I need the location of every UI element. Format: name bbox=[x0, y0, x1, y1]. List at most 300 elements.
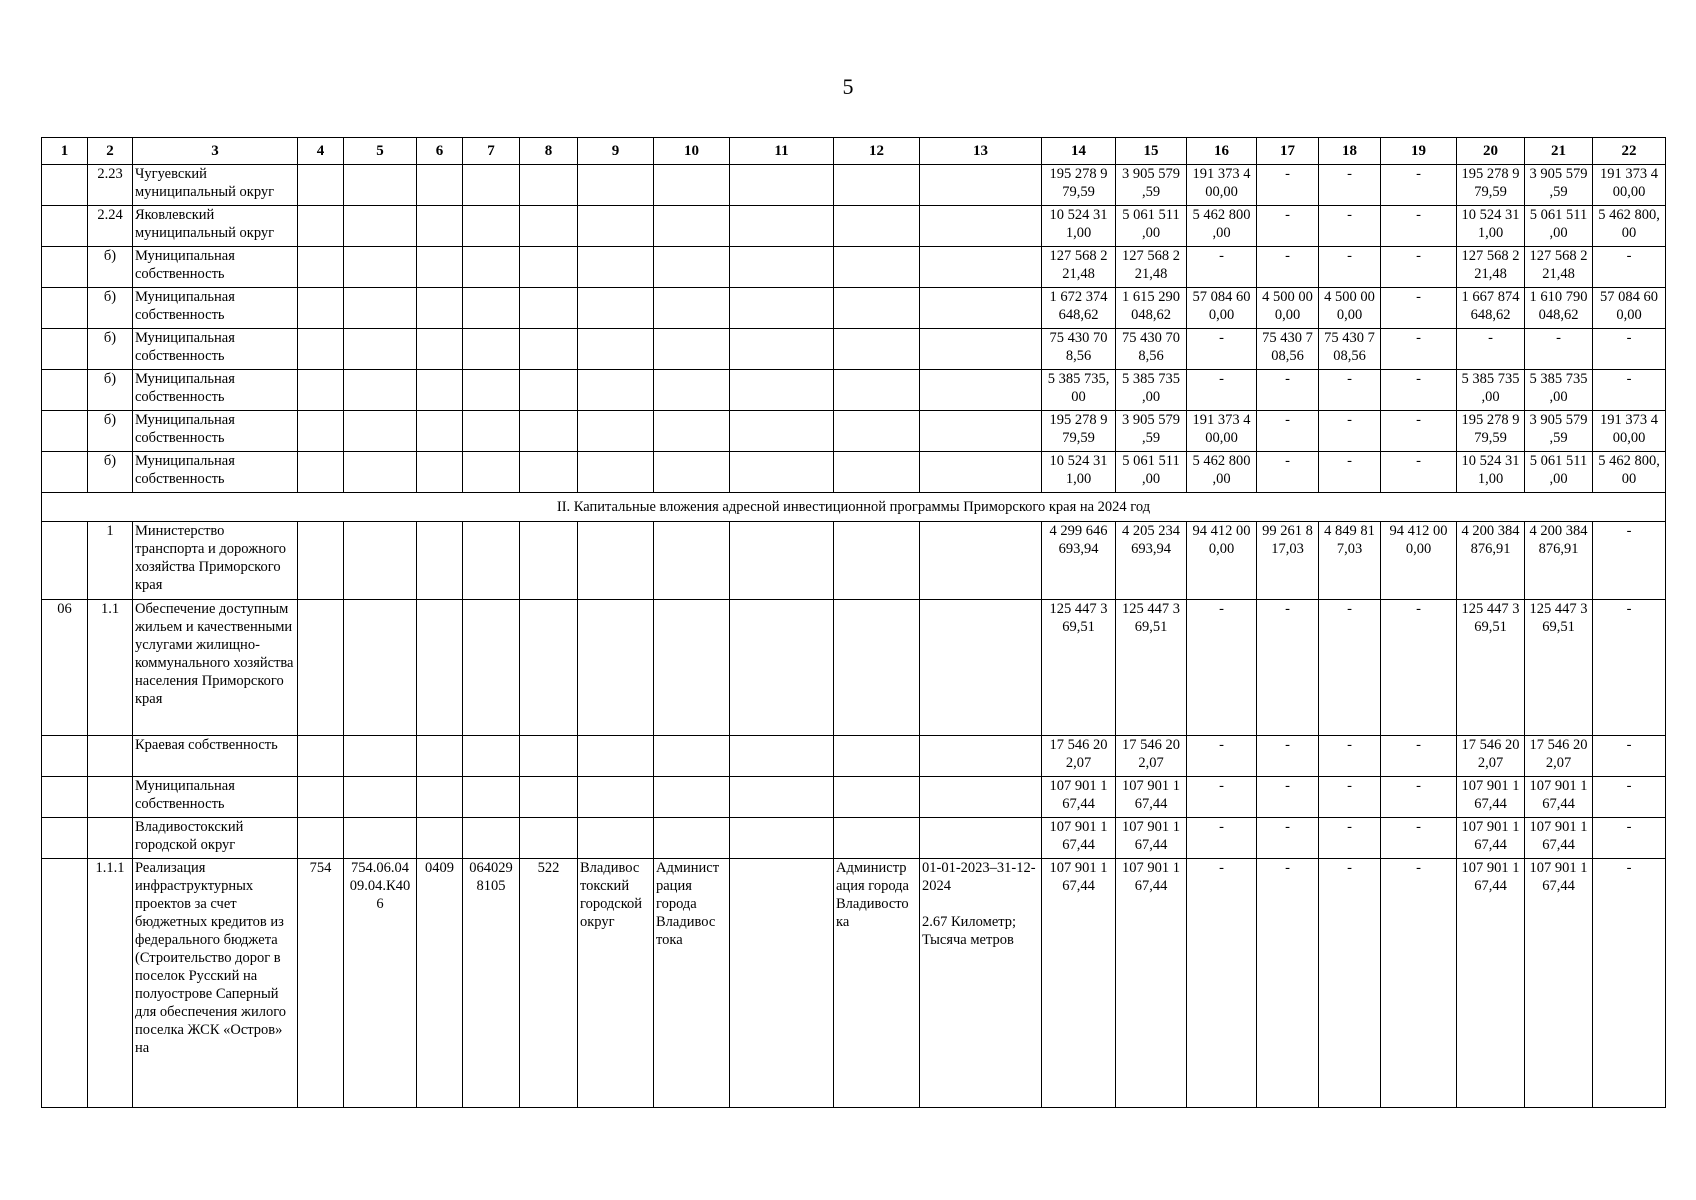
table-cell-col-14: 195 278 9 79,59 bbox=[1042, 165, 1116, 206]
table-cell-col-7 bbox=[463, 818, 520, 859]
table-cell-col-4 bbox=[298, 411, 344, 452]
table-cell-col-5 bbox=[344, 818, 417, 859]
table-cell-col-17: - bbox=[1257, 206, 1319, 247]
table-cell-col-6 bbox=[417, 736, 463, 777]
table-cell-col-18: - bbox=[1319, 411, 1381, 452]
table-cell-col-7 bbox=[463, 329, 520, 370]
table-cell-col-7: 064029 8105 bbox=[463, 859, 520, 1108]
table-cell-col-18: 4 500 00 0,00 bbox=[1319, 288, 1381, 329]
table-cell-col-12: Администр ация города Владивосто ка bbox=[834, 859, 920, 1108]
table-cell-col-5: 754.06.04 09.04.К40 6 bbox=[344, 859, 417, 1108]
table-cell-col-19: - bbox=[1381, 736, 1457, 777]
table-cell-col-11 bbox=[730, 818, 834, 859]
table-cell-col-21: 5 385 735 ,00 bbox=[1525, 370, 1593, 411]
table-cell-col-1 bbox=[42, 522, 88, 600]
table-cell-col-22: 5 462 800, 00 bbox=[1593, 452, 1666, 493]
column-header: 22 bbox=[1593, 138, 1666, 165]
table-cell-col-21: 5 061 511 ,00 bbox=[1525, 206, 1593, 247]
table-cell-col-1 bbox=[42, 818, 88, 859]
table-cell-col-16: - bbox=[1187, 329, 1257, 370]
table-cell-col-6 bbox=[417, 411, 463, 452]
table-cell-col-11 bbox=[730, 859, 834, 1108]
table-cell-col-12 bbox=[834, 370, 920, 411]
table-cell-col-15: 107 901 1 67,44 bbox=[1116, 859, 1187, 1108]
table-cell-col-18: - bbox=[1319, 859, 1381, 1108]
table-cell-col-9 bbox=[578, 247, 654, 288]
table-cell-col-1 bbox=[42, 452, 88, 493]
table-row bbox=[42, 859, 1666, 1108]
table-cell-col-4 bbox=[298, 736, 344, 777]
table-cell-col-13 bbox=[920, 247, 1042, 288]
table-cell-col-16: - bbox=[1187, 600, 1257, 736]
table-cell-col-16: - bbox=[1187, 818, 1257, 859]
table-cell-col-19: 94 412 00 0,00 bbox=[1381, 522, 1457, 600]
table-cell-col-5 bbox=[344, 329, 417, 370]
table-cell-col-3: Владивостокский городской округ bbox=[133, 818, 298, 859]
table-cell-col-18: - bbox=[1319, 600, 1381, 736]
table-cell-col-20: - bbox=[1457, 329, 1525, 370]
column-header: 10 bbox=[654, 138, 730, 165]
table-cell-col-5 bbox=[344, 600, 417, 736]
column-header: 13 bbox=[920, 138, 1042, 165]
table-cell-col-8 bbox=[520, 411, 578, 452]
table-cell-col-10 bbox=[654, 247, 730, 288]
table-cell-col-22: - bbox=[1593, 600, 1666, 736]
table-cell-col-5 bbox=[344, 411, 417, 452]
table-cell-col-3: Реализация инфраструктурных проектов за счет бюджетных кредитов из федерального бюджета (Строительство дорог в поселок Русский на полуострове Саперный для обеспечения жилого поселка ЖСК «Остров» на bbox=[133, 859, 298, 1108]
table-cell-col-13 bbox=[920, 522, 1042, 600]
table-cell-col-20: 10 524 31 1,00 bbox=[1457, 206, 1525, 247]
table-row bbox=[42, 522, 1666, 600]
table-cell-col-12 bbox=[834, 411, 920, 452]
table-cell-col-10 bbox=[654, 288, 730, 329]
table-cell-col-15: 3 905 579 ,59 bbox=[1116, 165, 1187, 206]
table-cell-col-4: 754 bbox=[298, 859, 344, 1108]
table-cell-col-21: 107 901 1 67,44 bbox=[1525, 777, 1593, 818]
table-cell-col-11 bbox=[730, 206, 834, 247]
table-cell-col-17: - bbox=[1257, 859, 1319, 1108]
page-number: 5 bbox=[842, 74, 854, 99]
table-cell-col-8 bbox=[520, 522, 578, 600]
table-cell-col-14: 107 901 1 67,44 bbox=[1042, 859, 1116, 1108]
table-cell-col-2: 1.1 bbox=[88, 600, 133, 736]
table-cell-col-4 bbox=[298, 370, 344, 411]
table-cell-col-22: - bbox=[1593, 818, 1666, 859]
table-cell-col-9 bbox=[578, 818, 654, 859]
table-cell-col-3: Муниципальная собственность bbox=[133, 329, 298, 370]
table-cell-col-4 bbox=[298, 777, 344, 818]
table-cell-col-22: 191 373 4 00,00 bbox=[1593, 165, 1666, 206]
table-cell-col-6 bbox=[417, 288, 463, 329]
table-cell-col-12 bbox=[834, 522, 920, 600]
table-cell-col-2: б) bbox=[88, 452, 133, 493]
table-cell-col-1 bbox=[42, 736, 88, 777]
table-cell-col-17: - bbox=[1257, 165, 1319, 206]
table-cell-col-14: 5 385 735, 00 bbox=[1042, 370, 1116, 411]
table-cell-col-5 bbox=[344, 736, 417, 777]
table-cell-col-16: - bbox=[1187, 370, 1257, 411]
table-cell-col-16: 5 462 800 ,00 bbox=[1187, 206, 1257, 247]
table-cell-col-17: - bbox=[1257, 370, 1319, 411]
table-cell-col-17: - bbox=[1257, 736, 1319, 777]
table-cell-col-7 bbox=[463, 247, 520, 288]
table-cell-col-10: Админист рация города Владивос тока bbox=[654, 859, 730, 1108]
table-cell-col-7 bbox=[463, 522, 520, 600]
table-header-row bbox=[42, 138, 1666, 165]
table-cell-col-10 bbox=[654, 452, 730, 493]
table-cell-col-19: - bbox=[1381, 288, 1457, 329]
table-cell-col-7 bbox=[463, 206, 520, 247]
table-cell-col-8 bbox=[520, 777, 578, 818]
table-cell-col-11 bbox=[730, 736, 834, 777]
table-cell-col-8 bbox=[520, 247, 578, 288]
table-cell-col-14: 127 568 2 21,48 bbox=[1042, 247, 1116, 288]
table-cell-col-15: 125 447 3 69,51 bbox=[1116, 600, 1187, 736]
table-cell-col-3: Муниципальная собственность bbox=[133, 247, 298, 288]
table-cell-col-14: 75 430 70 8,56 bbox=[1042, 329, 1116, 370]
table-cell-col-22: 57 084 60 0,00 bbox=[1593, 288, 1666, 329]
table-row bbox=[42, 452, 1666, 493]
table-cell-col-2: 2.24 bbox=[88, 206, 133, 247]
table-cell-col-18: - bbox=[1319, 452, 1381, 493]
column-header: 21 bbox=[1525, 138, 1593, 165]
table-cell-col-22: - bbox=[1593, 247, 1666, 288]
table-cell-col-11 bbox=[730, 329, 834, 370]
table-cell-col-1 bbox=[42, 777, 88, 818]
table-cell-col-3: Министерство транспорта и дорожного хозяйства Приморского края bbox=[133, 522, 298, 600]
table-cell-col-8 bbox=[520, 370, 578, 411]
table-cell-col-19: - bbox=[1381, 818, 1457, 859]
table-cell-col-20: 107 901 1 67,44 bbox=[1457, 777, 1525, 818]
table-cell-col-18: - bbox=[1319, 370, 1381, 411]
column-header: 4 bbox=[298, 138, 344, 165]
table-cell-col-10 bbox=[654, 329, 730, 370]
column-header: 2 bbox=[88, 138, 133, 165]
column-header: 7 bbox=[463, 138, 520, 165]
table-cell-col-13: 01-01-2023–31-12-2024 2.67 Километр; Тысяча метров bbox=[920, 859, 1042, 1108]
table-cell-col-7 bbox=[463, 288, 520, 329]
table-cell-col-10 bbox=[654, 411, 730, 452]
table-cell-col-14: 17 546 20 2,07 bbox=[1042, 736, 1116, 777]
table-row bbox=[42, 370, 1666, 411]
table-cell-col-21: 5 061 511 ,00 bbox=[1525, 452, 1593, 493]
table-cell-col-8 bbox=[520, 818, 578, 859]
table-cell-col-15: 107 901 1 67,44 bbox=[1116, 818, 1187, 859]
table-cell-col-15: 5 061 511 ,00 bbox=[1116, 206, 1187, 247]
table-cell-col-14: 1 672 374 648,62 bbox=[1042, 288, 1116, 329]
table-cell-col-20: 195 278 9 79,59 bbox=[1457, 411, 1525, 452]
table-cell-col-9 bbox=[578, 370, 654, 411]
table-cell-col-12 bbox=[834, 777, 920, 818]
table-cell-col-22: - bbox=[1593, 522, 1666, 600]
table-cell-col-5 bbox=[344, 206, 417, 247]
table-cell-col-18: - bbox=[1319, 777, 1381, 818]
table-cell-col-2: б) bbox=[88, 411, 133, 452]
table-cell-col-19: - bbox=[1381, 600, 1457, 736]
table-cell-col-6 bbox=[417, 452, 463, 493]
table-cell-col-15: 107 901 1 67,44 bbox=[1116, 777, 1187, 818]
table-cell-col-19: - bbox=[1381, 452, 1457, 493]
table-cell-col-18: 75 430 7 08,56 bbox=[1319, 329, 1381, 370]
table-cell-col-5 bbox=[344, 288, 417, 329]
table-cell-col-11 bbox=[730, 522, 834, 600]
column-header: 20 bbox=[1457, 138, 1525, 165]
table-cell-col-16: - bbox=[1187, 859, 1257, 1108]
table-cell-col-20: 107 901 1 67,44 bbox=[1457, 859, 1525, 1108]
table-cell-col-4 bbox=[298, 522, 344, 600]
table-cell-col-9 bbox=[578, 736, 654, 777]
table-cell-col-12 bbox=[834, 600, 920, 736]
table-cell-col-21: 127 568 2 21,48 bbox=[1525, 247, 1593, 288]
table-cell-col-3: Муниципальная собственность bbox=[133, 777, 298, 818]
table-cell-col-19: - bbox=[1381, 411, 1457, 452]
table-cell-col-22: 191 373 4 00,00 bbox=[1593, 411, 1666, 452]
table-cell-col-15: 5 385 735 ,00 bbox=[1116, 370, 1187, 411]
table-cell-col-15: 127 568 2 21,48 bbox=[1116, 247, 1187, 288]
table-cell-col-9: Владивос токский городской округ bbox=[578, 859, 654, 1108]
table-cell-col-10 bbox=[654, 600, 730, 736]
table-cell-col-4 bbox=[298, 206, 344, 247]
table-cell-col-20: 10 524 31 1,00 bbox=[1457, 452, 1525, 493]
table-cell-col-6 bbox=[417, 165, 463, 206]
table-cell-col-14: 107 901 1 67,44 bbox=[1042, 818, 1116, 859]
table-cell-col-9 bbox=[578, 329, 654, 370]
table-cell-col-8 bbox=[520, 288, 578, 329]
table-cell-col-5 bbox=[344, 370, 417, 411]
column-header: 17 bbox=[1257, 138, 1319, 165]
table-cell-col-13 bbox=[920, 288, 1042, 329]
table-cell-col-21: 1 610 790 048,62 bbox=[1525, 288, 1593, 329]
table-row bbox=[42, 288, 1666, 329]
table-cell-col-15: 3 905 579 ,59 bbox=[1116, 411, 1187, 452]
table-cell-col-8 bbox=[520, 736, 578, 777]
table-cell-col-21: 17 546 20 2,07 bbox=[1525, 736, 1593, 777]
table-cell-col-2: 1 bbox=[88, 522, 133, 600]
table-row bbox=[42, 411, 1666, 452]
table-cell-col-17: - bbox=[1257, 247, 1319, 288]
table-cell-col-11 bbox=[730, 600, 834, 736]
table-cell-col-15: 1 615 290 048,62 bbox=[1116, 288, 1187, 329]
table-cell-col-10 bbox=[654, 736, 730, 777]
table-row bbox=[42, 329, 1666, 370]
table-cell-col-20: 4 200 384 876,91 bbox=[1457, 522, 1525, 600]
table-cell-col-13 bbox=[920, 411, 1042, 452]
table-cell-col-8: 522 bbox=[520, 859, 578, 1108]
column-header: 18 bbox=[1319, 138, 1381, 165]
column-header: 19 bbox=[1381, 138, 1457, 165]
table-cell-col-18: - bbox=[1319, 206, 1381, 247]
table-cell-col-1 bbox=[42, 370, 88, 411]
table-cell-col-8 bbox=[520, 329, 578, 370]
table-cell-col-3: Чугуевский муниципальный округ bbox=[133, 165, 298, 206]
table-cell-col-16: 57 084 60 0,00 bbox=[1187, 288, 1257, 329]
table-cell-col-10 bbox=[654, 206, 730, 247]
table-cell-col-2: 2.23 bbox=[88, 165, 133, 206]
table-cell-col-15: 5 061 511 ,00 bbox=[1116, 452, 1187, 493]
table-cell-col-17: 99 261 8 17,03 bbox=[1257, 522, 1319, 600]
table-cell-col-17: - bbox=[1257, 777, 1319, 818]
table-cell-col-2: б) bbox=[88, 288, 133, 329]
table-cell-col-13 bbox=[920, 370, 1042, 411]
table-cell-col-2 bbox=[88, 777, 133, 818]
table-cell-col-17: - bbox=[1257, 411, 1319, 452]
column-header: 8 bbox=[520, 138, 578, 165]
table-cell-col-4 bbox=[298, 247, 344, 288]
table-cell-col-16: - bbox=[1187, 247, 1257, 288]
table-cell-col-3: Муниципальная собственность bbox=[133, 288, 298, 329]
table-cell-col-18: - bbox=[1319, 247, 1381, 288]
table-cell-col-19: - bbox=[1381, 777, 1457, 818]
table-cell-col-22: - bbox=[1593, 370, 1666, 411]
table-row bbox=[42, 818, 1666, 859]
column-header: 3 bbox=[133, 138, 298, 165]
table-cell-col-19: - bbox=[1381, 859, 1457, 1108]
table-cell-col-11 bbox=[730, 777, 834, 818]
table-cell-col-6: 0409 bbox=[417, 859, 463, 1108]
table-cell-col-19: - bbox=[1381, 247, 1457, 288]
table-cell-col-3: Обеспечение доступным жильем и качественными услугами жилищно-коммунального хозяйства населения Приморского края bbox=[133, 600, 298, 736]
table-cell-col-22: - bbox=[1593, 777, 1666, 818]
column-header: 11 bbox=[730, 138, 834, 165]
table-cell-col-16: - bbox=[1187, 736, 1257, 777]
table-cell-col-20: 125 447 3 69,51 bbox=[1457, 600, 1525, 736]
table-cell-col-9 bbox=[578, 206, 654, 247]
table-cell-col-7 bbox=[463, 777, 520, 818]
table-cell-col-3: Краевая собственность bbox=[133, 736, 298, 777]
table-cell-col-16: - bbox=[1187, 777, 1257, 818]
table-cell-col-2 bbox=[88, 736, 133, 777]
column-header: 15 bbox=[1116, 138, 1187, 165]
table-cell-col-5 bbox=[344, 165, 417, 206]
table-cell-col-1 bbox=[42, 411, 88, 452]
table-cell-col-20: 1 667 874 648,62 bbox=[1457, 288, 1525, 329]
table-cell-col-1 bbox=[42, 859, 88, 1108]
table-row bbox=[42, 600, 1666, 736]
table-cell-col-17: 75 430 7 08,56 bbox=[1257, 329, 1319, 370]
table-cell-col-6 bbox=[417, 600, 463, 736]
column-header: 6 bbox=[417, 138, 463, 165]
table-row bbox=[42, 206, 1666, 247]
table-cell-col-7 bbox=[463, 736, 520, 777]
section-row bbox=[42, 493, 1666, 522]
table-cell-col-18: - bbox=[1319, 818, 1381, 859]
table-cell-col-1 bbox=[42, 206, 88, 247]
table-cell-col-16: 94 412 00 0,00 bbox=[1187, 522, 1257, 600]
table-cell-col-18: - bbox=[1319, 165, 1381, 206]
table-cell-col-14: 4 299 646 693,94 bbox=[1042, 522, 1116, 600]
table-cell-col-6 bbox=[417, 818, 463, 859]
table-cell-col-19: - bbox=[1381, 329, 1457, 370]
table-cell-col-8 bbox=[520, 600, 578, 736]
table-cell-col-16: 5 462 800 ,00 bbox=[1187, 452, 1257, 493]
table-cell-col-12 bbox=[834, 206, 920, 247]
table-cell-col-10 bbox=[654, 165, 730, 206]
table-cell-col-13 bbox=[920, 736, 1042, 777]
table-cell-col-14: 125 447 3 69,51 bbox=[1042, 600, 1116, 736]
table-cell-col-22: - bbox=[1593, 859, 1666, 1108]
table-cell-col-2: б) bbox=[88, 370, 133, 411]
table-cell-col-12 bbox=[834, 736, 920, 777]
table-cell-col-7 bbox=[463, 165, 520, 206]
table-body bbox=[42, 165, 1666, 1108]
table-cell-col-11 bbox=[730, 452, 834, 493]
column-header: 1 bbox=[42, 138, 88, 165]
table-cell-col-10 bbox=[654, 818, 730, 859]
table-cell-col-9 bbox=[578, 777, 654, 818]
table-cell-col-9 bbox=[578, 288, 654, 329]
table-cell-col-20: 107 901 1 67,44 bbox=[1457, 818, 1525, 859]
table-cell-col-2: б) bbox=[88, 329, 133, 370]
table-cell-col-11 bbox=[730, 247, 834, 288]
table-cell-col-7 bbox=[463, 370, 520, 411]
table-cell-col-20: 5 385 735 ,00 bbox=[1457, 370, 1525, 411]
table-cell-col-13 bbox=[920, 329, 1042, 370]
column-header: 14 bbox=[1042, 138, 1116, 165]
table-cell-col-13 bbox=[920, 165, 1042, 206]
table-row bbox=[42, 777, 1666, 818]
table-cell-col-20: 127 568 2 21,48 bbox=[1457, 247, 1525, 288]
table-row bbox=[42, 736, 1666, 777]
table-cell-col-20: 17 546 20 2,07 bbox=[1457, 736, 1525, 777]
table-cell-col-5 bbox=[344, 247, 417, 288]
section-title: II. Капитальные вложения адресной инвестиционной программы Приморского края на 2024 год bbox=[42, 493, 1666, 522]
table-cell-col-21: - bbox=[1525, 329, 1593, 370]
table-cell-col-2: б) bbox=[88, 247, 133, 288]
table-cell-col-1 bbox=[42, 288, 88, 329]
table-row bbox=[42, 165, 1666, 206]
table-cell-col-19: - bbox=[1381, 370, 1457, 411]
table-cell-col-18: 4 849 81 7,03 bbox=[1319, 522, 1381, 600]
table-cell-col-4 bbox=[298, 165, 344, 206]
table-cell-col-12 bbox=[834, 247, 920, 288]
table-cell-col-21: 3 905 579 ,59 bbox=[1525, 411, 1593, 452]
table-cell-col-6 bbox=[417, 777, 463, 818]
table-cell-col-12 bbox=[834, 452, 920, 493]
table-cell-col-21: 107 901 1 67,44 bbox=[1525, 818, 1593, 859]
table-cell-col-14: 107 901 1 67,44 bbox=[1042, 777, 1116, 818]
table-cell-col-15: 4 205 234 693,94 bbox=[1116, 522, 1187, 600]
table-cell-col-21: 4 200 384 876,91 bbox=[1525, 522, 1593, 600]
table-cell-col-17: - bbox=[1257, 818, 1319, 859]
table-cell-col-3: Муниципальная собственность bbox=[133, 370, 298, 411]
table-cell-col-5 bbox=[344, 522, 417, 600]
table-cell-col-8 bbox=[520, 452, 578, 493]
table-cell-col-6 bbox=[417, 247, 463, 288]
table-cell-col-6 bbox=[417, 206, 463, 247]
table-cell-col-15: 17 546 20 2,07 bbox=[1116, 736, 1187, 777]
table-cell-col-4 bbox=[298, 600, 344, 736]
table-cell-col-16: 191 373 4 00,00 bbox=[1187, 411, 1257, 452]
table-cell-col-3: Яковлевский муниципальный округ bbox=[133, 206, 298, 247]
table-cell-col-17: 4 500 00 0,00 bbox=[1257, 288, 1319, 329]
table-cell-col-8 bbox=[520, 206, 578, 247]
table-cell-col-7 bbox=[463, 452, 520, 493]
table-cell-col-13 bbox=[920, 777, 1042, 818]
table-cell-col-6 bbox=[417, 329, 463, 370]
table-cell-col-18: - bbox=[1319, 736, 1381, 777]
table-cell-col-10 bbox=[654, 370, 730, 411]
table-cell-col-9 bbox=[578, 522, 654, 600]
table-cell-col-4 bbox=[298, 329, 344, 370]
table-cell-col-19: - bbox=[1381, 165, 1457, 206]
table-cell-col-8 bbox=[520, 165, 578, 206]
table-cell-col-10 bbox=[654, 777, 730, 818]
table-cell-col-10 bbox=[654, 522, 730, 600]
table-cell-col-1 bbox=[42, 247, 88, 288]
table-cell-col-9 bbox=[578, 411, 654, 452]
table-cell-col-20: 195 278 9 79,59 bbox=[1457, 165, 1525, 206]
table-cell-col-11 bbox=[730, 165, 834, 206]
